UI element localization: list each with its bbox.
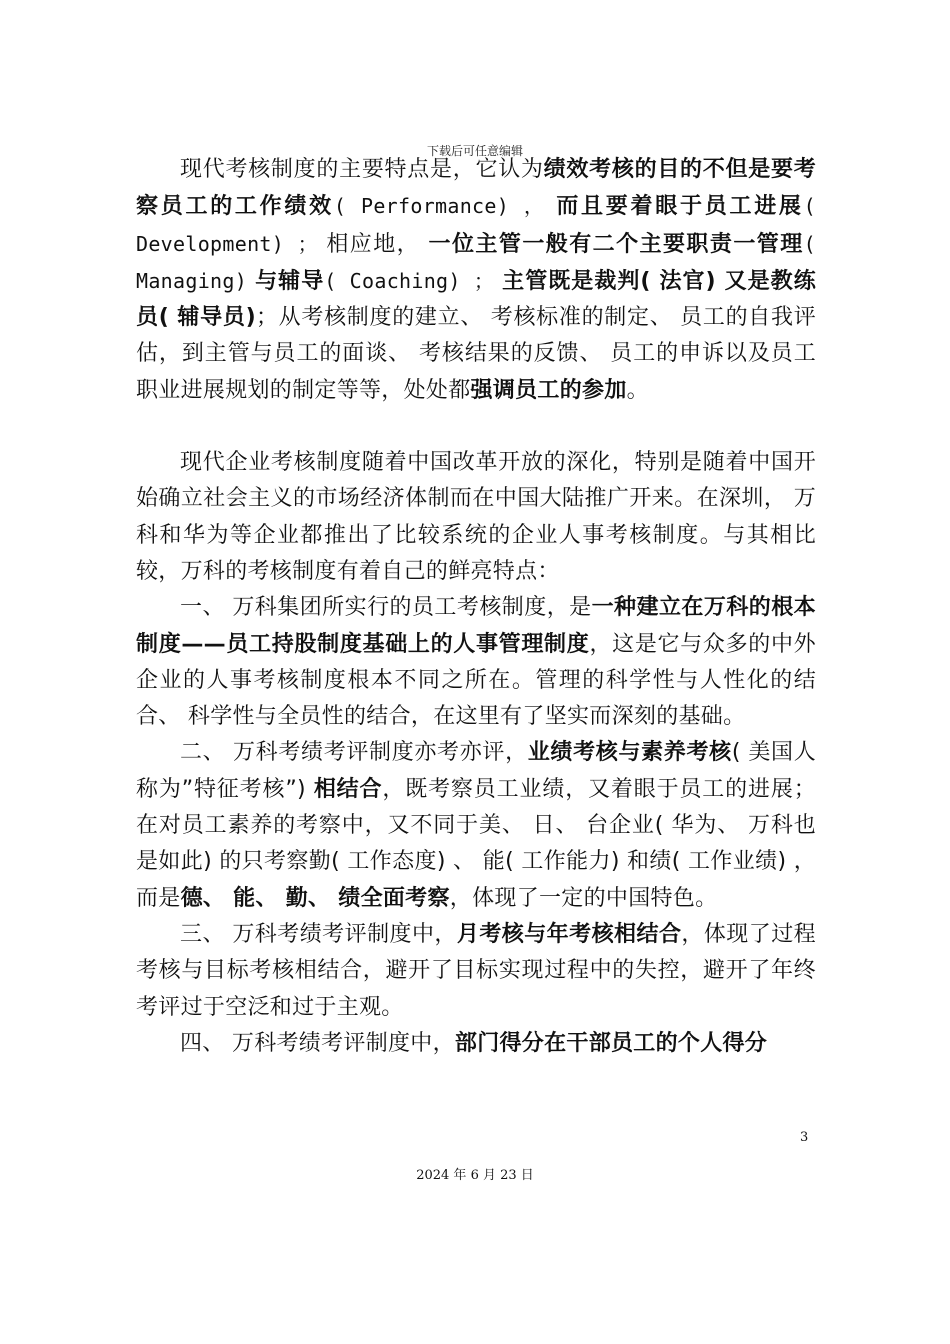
bold-run: 部门得分在干部员工的个人得分 <box>454 1030 768 1056</box>
paragraph-modern-assessment <box>136 152 816 409</box>
paragraph-point-one <box>136 590 816 735</box>
bold-run: 而且要着眼于员工进展 <box>556 194 804 220</box>
page-footer-date: 2024 年 6 月 23 日 <box>416 1168 534 1183</box>
paragraph-china-context <box>136 445 816 590</box>
bold-run: 月考核与年考核相结合 <box>456 921 682 947</box>
text-run: ；从考核制度的建立、 考核标准的制定、 员工的自我评估，到主管与员工的面谈、 考核结果的反馈、 员工的申诉以及员工职业进展规划的制定等等，处处都 <box>136 305 816 403</box>
text-run: ，既考察员工业绩，又着眼于员工的进展；在对员工素养的考察中，又不同于美、 日、 台企业( 华为、 万科也是如此) 的只考察勤( 工作态度) 、 能( 工作能力) 和绩( 工作业绩) ，而是 <box>136 776 817 911</box>
text-run: 现代考核制度的主要特点是，它认为 <box>180 157 544 182</box>
paragraph-point-two <box>136 735 816 916</box>
text-run: 。 <box>626 377 649 403</box>
bold-run: 一位主管一般有二个主要职责一管理 <box>428 231 804 257</box>
text-run: 三、 万科考绩考评制度中， <box>180 921 457 947</box>
bold-run: 强调员工的参加 <box>470 377 627 403</box>
text-run: 二、 万科考绩考评制度亦考亦评， <box>180 740 528 766</box>
text-run: ，体现了一定的中国特色。 <box>449 885 718 911</box>
text-run: ( 美国人称为”特征考核”) <box>136 740 817 802</box>
page-header: 下载后可任意编辑 <box>426 144 523 158</box>
latin-term: ( Coaching) ； <box>324 268 495 293</box>
latin-term: ( Development) ； <box>136 194 816 256</box>
bold-run: 与辅导 <box>255 268 325 294</box>
paragraph-point-four <box>136 1026 816 1062</box>
page-number: 3 <box>800 1130 809 1145</box>
latin-term: ( Performance) ， <box>333 194 547 219</box>
bold-run: 绩效考核的目的不但是要考察员工的工作绩效 <box>136 157 816 220</box>
document-body <box>136 152 816 1062</box>
latin-term: ( Managing) <box>136 231 816 293</box>
text-run: 相应地， <box>326 231 421 257</box>
bold-run: 业绩考核与素养考核 <box>527 740 732 766</box>
bold-run: 主管既是裁判( 法官) 又是教练员( 辅导员) <box>136 268 817 331</box>
bold-run: 相结合 <box>313 776 383 802</box>
paragraph-point-three <box>136 917 816 1026</box>
bold-run: 德、 能、 勤、 绩全面考察 <box>180 885 450 911</box>
paragraph-gap <box>136 409 816 445</box>
text-run: ，这是它与众多的中外企业的人事考核制度根本不同之所在。管理的科学性与人性化的结合、 科学性与全员性的结合，在这里有了坚实而深刻的基础。 <box>136 631 816 730</box>
text-run: 一、 万科集团所实行的员工考核制度，是 <box>180 595 592 621</box>
text-run: ，体现了过程考核与目标考核相结合，避开了目标实现过程中的失控，避开了年终考评过于空泛和过于主观。 <box>136 921 816 1020</box>
text-run: 现代企业考核制度随着中国改革开放的深化，特别是随着中国开始确立社会主义的市场经济体制而在中国大陆推广开来。在深圳， 万科和华为等企业都推出了比较系统的企业人事考核制度。与其相比较，万科的考核制度有着自己的鲜亮特点： <box>136 450 816 584</box>
text-run: 四、 万科考绩考评制度中， <box>180 1030 455 1056</box>
bold-run: 一种建立在万科的根本制度——员工持股制度基础上的人事管理制度 <box>136 595 816 657</box>
